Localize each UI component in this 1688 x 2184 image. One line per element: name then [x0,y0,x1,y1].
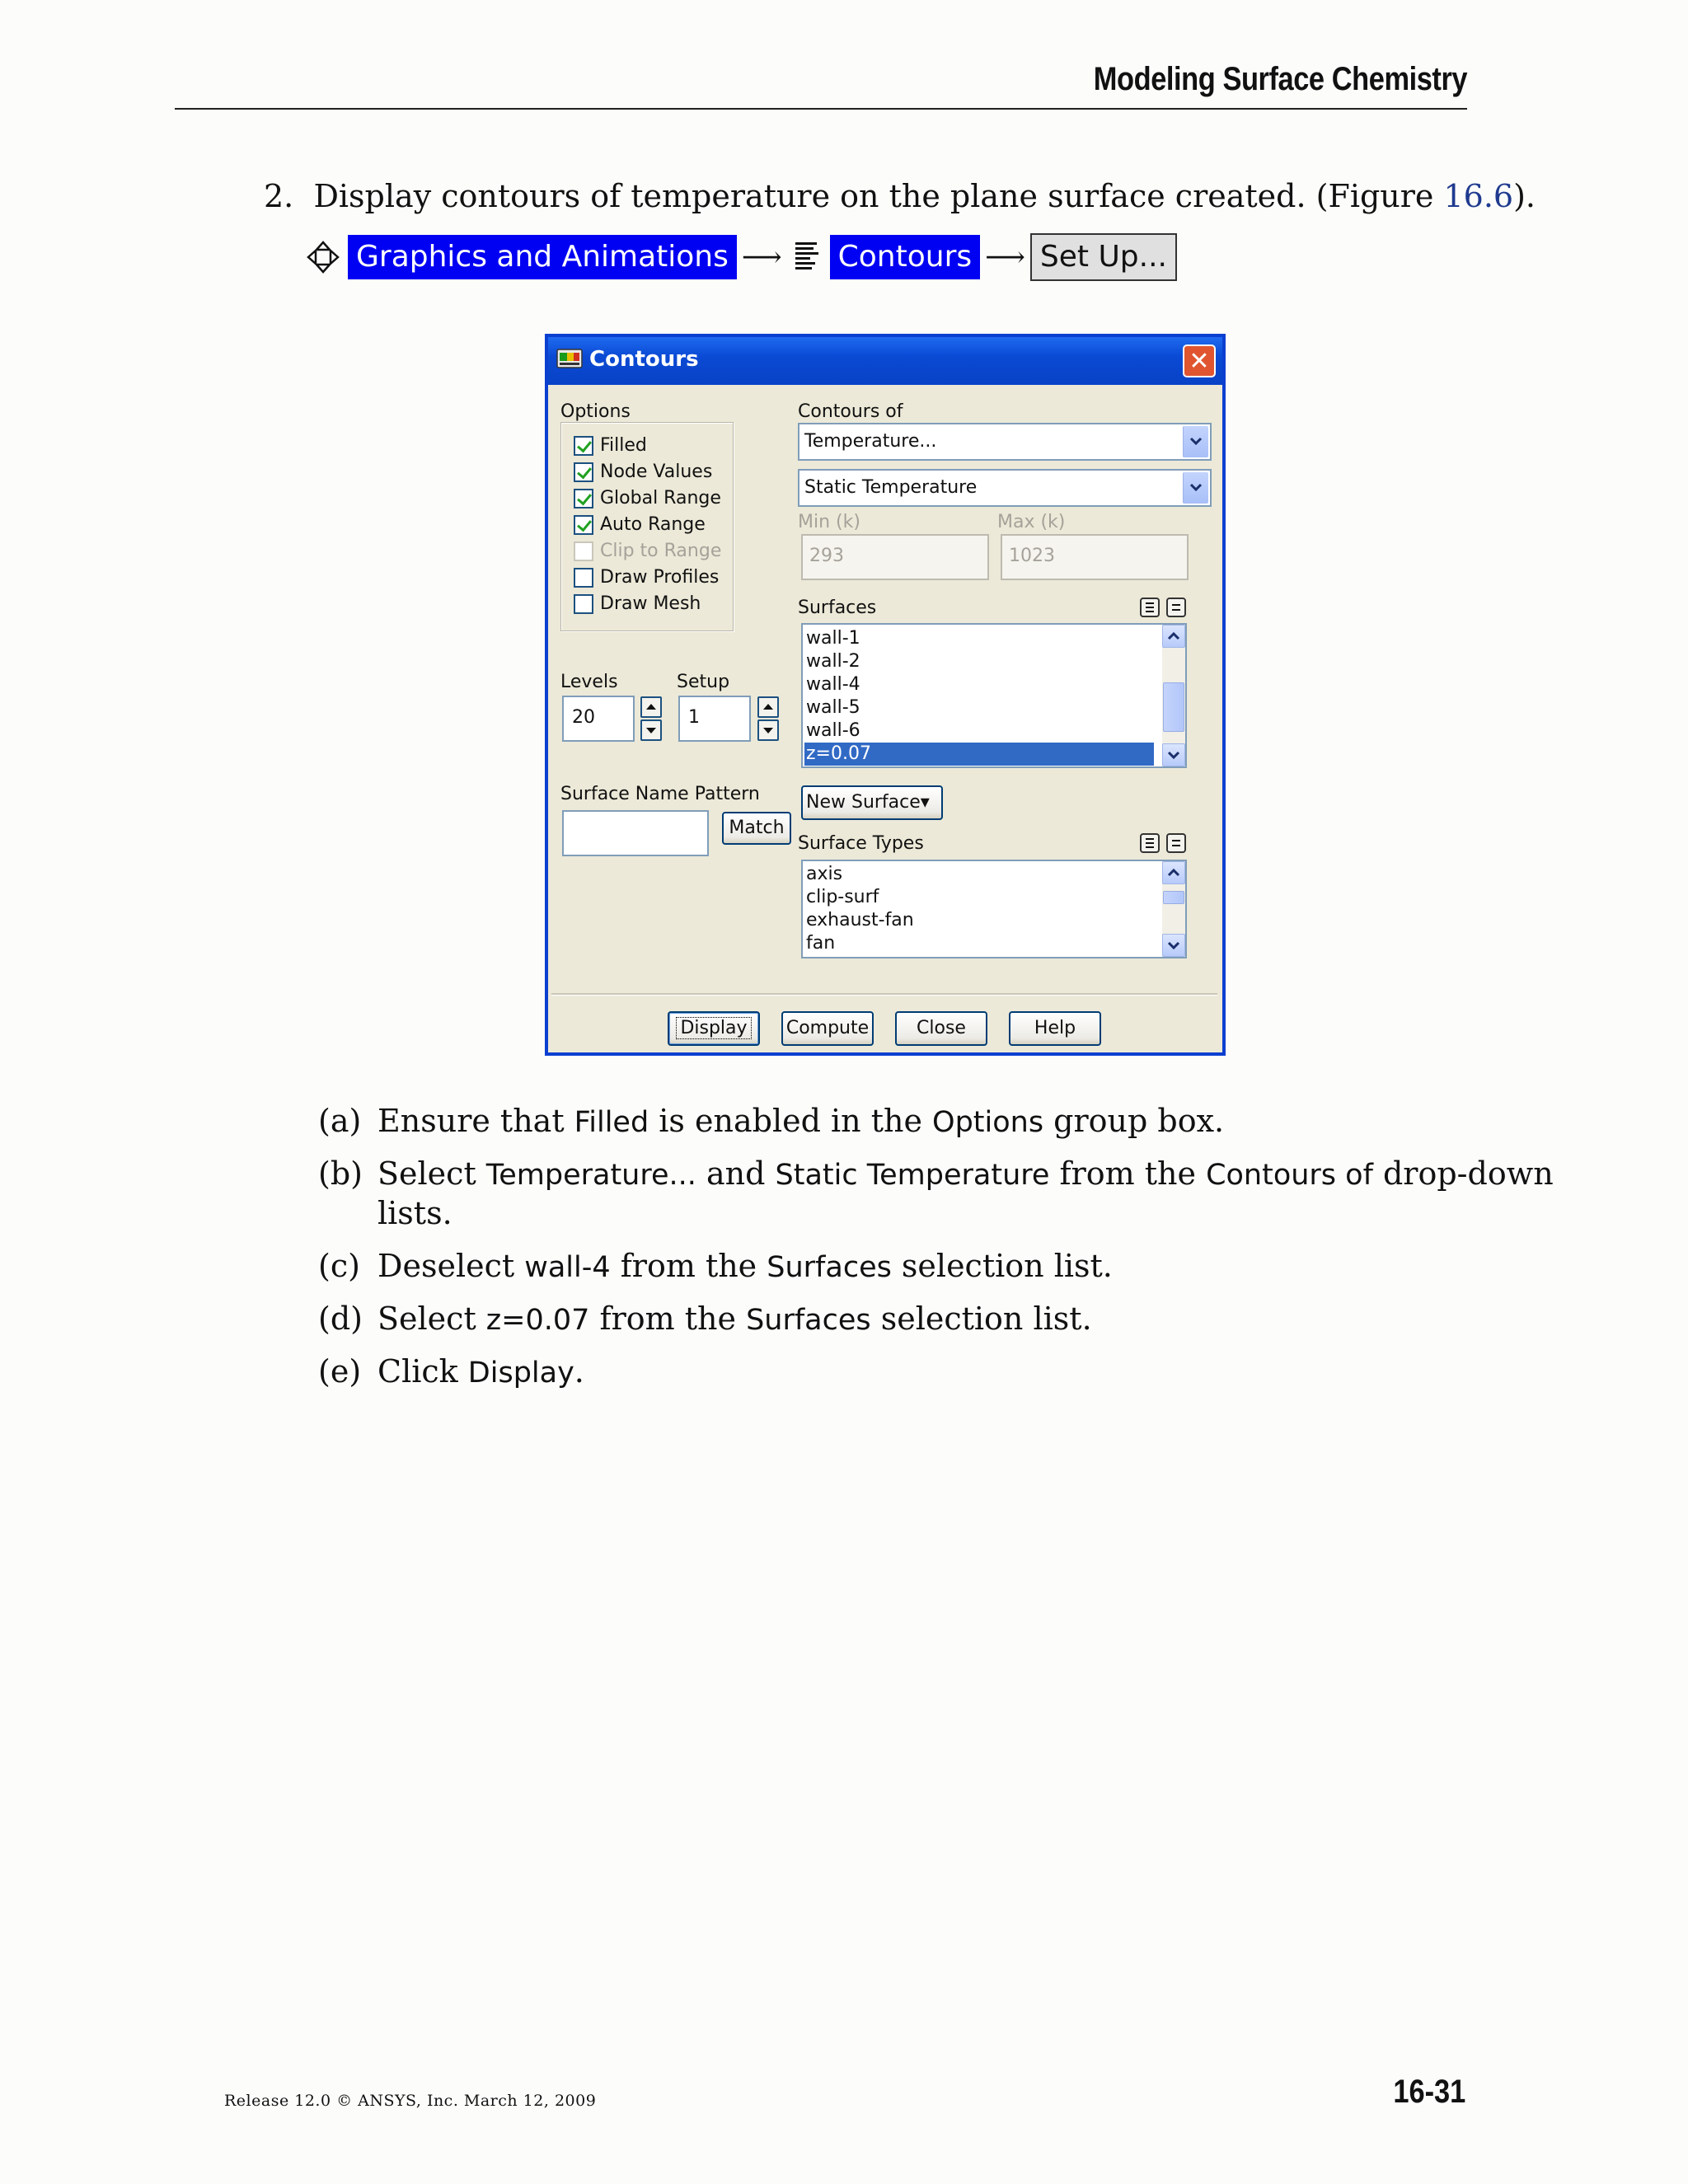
instruction-keyword: Temperature... [485,1159,696,1192]
instruction-keyword: z=0.07 [485,1304,590,1337]
nav-arrow: ⟶ [985,241,1025,274]
arrow-up-icon [642,698,660,716]
surface-item-wall-4[interactable]: wall-4 [806,674,860,695]
levels-spinner[interactable] [640,696,662,743]
instruction-part: . [574,1353,584,1390]
levels-value: 20 [572,707,595,728]
clip-to-range-checkbox [574,541,593,561]
surfaces-scrollbar[interactable] [1162,625,1185,766]
instruction-marker: (d) [318,1301,363,1337]
arrow-up-icon [759,698,777,716]
dropdown-arrow-icon[interactable] [1183,472,1208,504]
setup-input[interactable] [678,696,751,742]
page-number: 16-31 [1393,2074,1465,2110]
step-text [264,178,1536,214]
clip-to-range-label: Clip to Range [600,541,722,561]
instruction-part: is enabled in the [649,1103,933,1139]
move-arrows-icon [305,239,341,275]
dropdown-arrow-icon[interactable] [1183,426,1208,457]
setup-spinner[interactable] [757,696,779,743]
instruction-marker: (a) [318,1103,362,1139]
contours-of-category-value: Temperature... [804,431,937,452]
step-end: ). [1513,178,1536,214]
surface-item-wall-1[interactable]: wall-1 [806,628,860,649]
close-icon: ✕ [1189,347,1210,376]
instruction-part: selection list. [870,1301,1092,1337]
instruction-part: Select [377,1155,486,1192]
instruction-item [318,1301,1092,1337]
close-button[interactable]: Close [895,1011,987,1046]
new-surface-label: New Surface [806,792,921,813]
instruction-part: Ensure that [377,1103,574,1139]
global-range-checkbox[interactable] [574,489,593,509]
instruction-keyword: Static Temperature [775,1159,1050,1192]
nav-graphics-and-animations[interactable]: Graphics and Animations [348,235,737,279]
instruction-part: from the [610,1248,767,1284]
draw-mesh-checkbox[interactable] [574,594,593,614]
new-surface-button[interactable] [801,785,943,820]
surface-name-pattern-label: Surface Name Pattern [560,784,760,804]
surface-types-list[interactable] [801,860,1187,958]
deselect-all-surfaces-icon[interactable] [1166,598,1186,617]
instruction-text [377,1103,1224,1139]
surface-type-item[interactable]: exhaust-fan [806,910,914,930]
draw-profiles-label: Draw Profiles [600,567,720,588]
arrow-down-icon [759,721,777,739]
scroll-up-icon[interactable] [1162,861,1185,884]
auto-range-checkbox[interactable] [574,515,593,535]
step-description: Display contours of temperature on the plane surface created. (Figure [313,178,1444,214]
instruction-item [318,1353,584,1390]
instruction-part: Select [377,1301,486,1337]
match-button[interactable]: Match [722,812,791,845]
display-button[interactable] [668,1011,760,1046]
instruction-part: from the [589,1301,747,1337]
instruction-keyword: Options [932,1106,1044,1139]
surface-item-wall-5[interactable]: wall-5 [806,697,860,718]
surface-types-label: Surface Types [798,833,924,854]
draw-mesh-label: Draw Mesh [600,593,701,614]
scroll-down-icon[interactable] [1162,743,1185,766]
contours-of-label: Contours of [798,401,903,422]
surface-type-item[interactable]: axis [806,864,843,884]
levels-up-button[interactable] [640,696,662,718]
instruction-keyword: Display [467,1357,574,1390]
surface-item-z-0-07[interactable]: z=0.07 [804,743,1154,766]
contours-of-variable-select[interactable] [798,469,1212,507]
select-all-types-icon[interactable] [1140,833,1160,853]
levels-label: Levels [560,672,618,692]
max-input [1001,534,1189,580]
instruction-item [318,1103,1225,1139]
nav-contours[interactable]: Contours [830,235,981,279]
contours-list-icon [792,241,822,274]
caret-down-icon: ▾ [920,792,930,813]
node-values-checkbox[interactable] [574,462,593,482]
app-icon [556,349,583,370]
instruction-keyword: Contours of [1206,1159,1373,1192]
compute-button[interactable]: Compute [781,1011,874,1046]
node-values-label: Node Values [600,462,713,482]
close-window-button[interactable] [1183,344,1216,377]
contours-of-category-select[interactable] [798,423,1212,461]
surface-type-item[interactable]: clip-surf [806,887,879,907]
surfaces-label: Surfaces [798,598,877,618]
instruction-text [377,1155,1554,1192]
instruction-text [377,1248,1113,1284]
instruction-continuation: lists. [377,1195,452,1231]
instruction-item [318,1248,1113,1284]
instruction-item [318,1155,1554,1231]
surface-type-item[interactable]: fan [806,933,836,954]
filled-label: Filled [600,435,647,456]
dialog-title: Contours [589,347,699,372]
instruction-keyword: Filled [574,1106,649,1139]
max-label: Max (k) [997,512,1066,532]
instruction-marker: (e) [318,1353,362,1390]
setup-label: Setup [677,672,730,692]
instruction-part: selection list. [891,1248,1113,1284]
instruction-keyword: Surfaces [767,1251,892,1284]
surface-types-scrollbar[interactable] [1162,861,1185,957]
surfaces-scroll-thumb[interactable] [1163,682,1184,732]
select-all-surfaces-icon[interactable] [1140,598,1160,617]
arrow-down-icon [642,721,660,739]
options-label: Options [560,401,631,422]
contours-of-variable-value: Static Temperature [804,477,978,498]
max-value: 1023 [1009,546,1055,566]
min-value: 293 [809,546,844,566]
step-number: 2. [264,178,294,214]
footer-release: Release 12.0 © ANSYS, Inc. March 12, 2009 [224,2092,597,2110]
draw-profiles-checkbox[interactable] [574,568,593,588]
running-header-title: Modeling Surface Chemistry [1093,61,1467,97]
filled-checkbox[interactable] [574,436,593,456]
global-range-label: Global Range [600,488,721,509]
setup-down-button[interactable] [757,719,779,741]
display-label: Display [676,1017,751,1039]
scroll-up-icon[interactable] [1162,625,1185,648]
instruction-keyword: wall-4 [524,1251,611,1284]
surfaces-list[interactable] [801,623,1187,768]
contours-dialog [545,334,1226,1056]
instruction-text [377,1301,1092,1337]
nav-arrow: ⟶ [741,241,782,274]
auto-range-label: Auto Range [600,514,706,535]
instruction-marker: (b) [318,1155,363,1192]
surface-types-scroll-thumb[interactable] [1163,891,1184,904]
surface-name-pattern-input[interactable] [562,810,709,856]
min-label: Min (k) [798,512,860,532]
surface-item-wall-2[interactable]: wall-2 [806,651,860,672]
navigation-path [305,234,1177,280]
header-rule [175,108,1467,110]
instruction-keyword: Surfaces [746,1304,871,1337]
setup-up-button[interactable] [757,696,779,718]
button-separator [551,993,1217,996]
instruction-part: and [696,1155,776,1192]
levels-input[interactable] [562,696,635,742]
instruction-part: group box. [1043,1103,1225,1139]
deselect-all-types-icon[interactable] [1166,833,1186,853]
instruction-part: Click [377,1353,468,1390]
setup-value: 1 [688,707,700,728]
help-button[interactable]: Help [1009,1011,1101,1046]
nav-setup-button[interactable]: Set Up... [1030,233,1177,281]
instruction-part: drop-down [1372,1155,1554,1192]
instruction-part: Deselect [377,1248,525,1284]
levels-down-button[interactable] [640,719,662,741]
scroll-down-icon[interactable] [1162,934,1185,957]
instruction-part: from the [1049,1155,1207,1192]
instruction-text [377,1353,584,1390]
min-input [801,534,989,580]
surface-item-wall-6[interactable]: wall-6 [806,720,860,741]
figure-link[interactable]: 16.6 [1443,178,1514,214]
instruction-marker: (c) [318,1248,360,1284]
